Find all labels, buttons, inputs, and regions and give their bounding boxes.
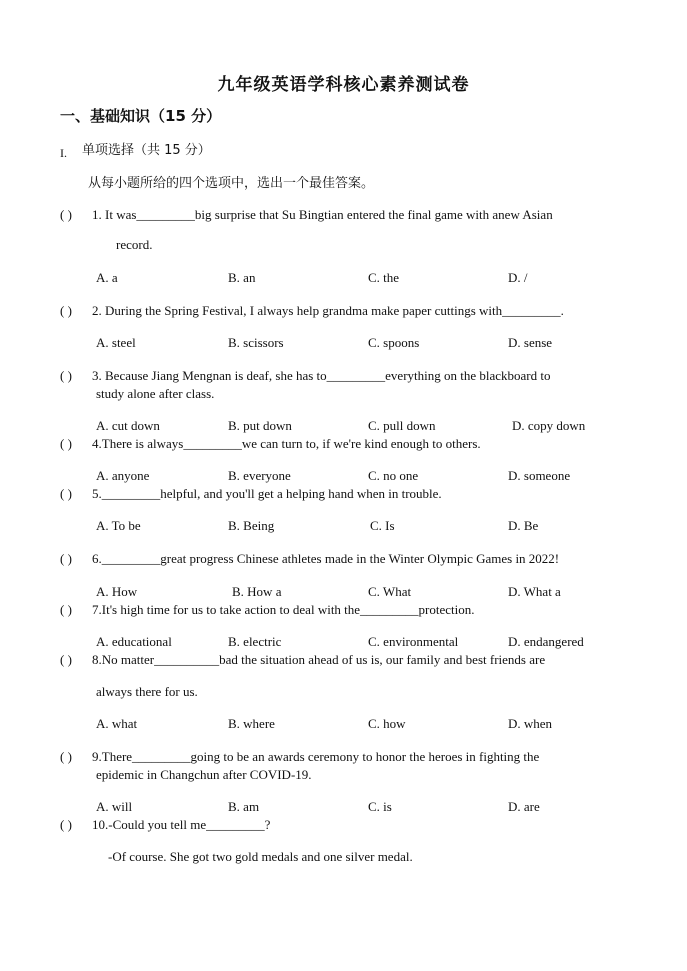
- answer-blank: ( ): [60, 436, 72, 451]
- answer-blank: ( ): [60, 602, 72, 617]
- option-a: A. will: [96, 799, 133, 814]
- option-c: C. how: [368, 716, 406, 731]
- option-c: C. pull down: [368, 418, 436, 433]
- option-a: A. anyone: [96, 468, 150, 483]
- option-a: A. How: [96, 584, 138, 599]
- option-c: C. spoons: [368, 335, 420, 350]
- option-b: B. an: [228, 270, 256, 285]
- question-text: 2. During the Spring Festival, I always help grandma make paper cuttings with_________.: [92, 303, 564, 318]
- option-b: B. am: [228, 799, 260, 814]
- question-continuation: always there for us.: [96, 684, 198, 699]
- option-b: B. where: [228, 716, 275, 731]
- page-title: 九年级英语学科核心素养测试卷: [217, 75, 470, 95]
- part-number: I.: [60, 146, 67, 160]
- answer-blank: ( ): [60, 368, 72, 383]
- question-continuation: record.: [116, 237, 153, 252]
- question-continuation: epidemic in Changchun after COVID-19.: [96, 767, 312, 782]
- answer-blank: ( ): [60, 551, 72, 566]
- answer-blank: ( ): [60, 652, 72, 667]
- option-a: A. educational: [96, 634, 172, 649]
- question-continuation: -Of course. She got two gold medals and one silver medal.: [108, 849, 413, 864]
- option-b: B. How a: [232, 584, 282, 599]
- option-a: A. steel: [96, 335, 136, 350]
- option-d: D. endangered: [508, 634, 584, 649]
- option-c: C. the: [368, 270, 400, 285]
- answer-blank: ( ): [60, 749, 72, 764]
- section-heading: 一、基础知识（15 分）: [60, 107, 222, 125]
- option-a: A. cut down: [96, 418, 160, 433]
- option-b: B. electric: [228, 634, 282, 649]
- option-d: D. sense: [508, 335, 553, 350]
- option-b: B. scissors: [228, 335, 284, 350]
- question-text: 10.-Could you tell me_________?: [92, 817, 271, 832]
- option-d: D. What a: [508, 584, 561, 599]
- option-d: D. when: [508, 716, 553, 731]
- question-text: 4.There is always_________we can turn to, if we're kind enough to others.: [92, 436, 481, 451]
- option-c: C. environmental: [368, 634, 459, 649]
- answer-blank: ( ): [60, 207, 72, 222]
- question-text: 9.There_________going to be an awards ceremony to honor the heroes in fighting the: [92, 749, 540, 764]
- question-text: 5._________helpful, and you'll get a helping hand when in trouble.: [92, 486, 442, 501]
- question-text: 8.No matter__________bad the situation ahead of us is, our family and best friends are: [92, 652, 546, 667]
- question-text: 7.It's high time for us to take action to deal with the_________protection.: [92, 602, 475, 617]
- instruction: 从每小题所给的四个选项中，选出一个最佳答案。: [88, 176, 375, 191]
- option-c: C. What: [368, 584, 412, 599]
- option-d: D. are: [508, 799, 540, 814]
- option-a: A. a: [96, 270, 118, 285]
- option-d: D. Be: [508, 518, 539, 533]
- option-b: B. Being: [228, 518, 275, 533]
- option-d: D. /: [508, 270, 528, 285]
- option-a: A. what: [96, 716, 138, 731]
- option-b: B. put down: [228, 418, 292, 433]
- option-c: C. is: [368, 799, 392, 814]
- answer-blank: ( ): [60, 486, 72, 501]
- option-a: A. To be: [96, 518, 141, 533]
- option-c: C. no one: [368, 468, 419, 483]
- option-d: D. someone: [508, 468, 571, 483]
- question-continuation: study alone after class.: [96, 386, 215, 401]
- question-text: 1. It was_________big surprise that Su Bingtian entered the final game with anew Asian: [92, 207, 553, 222]
- answer-blank: ( ): [60, 303, 72, 318]
- answer-blank: ( ): [60, 817, 72, 832]
- option-b: B. everyone: [228, 468, 291, 483]
- question-text: 3. Because Jiang Mengnan is deaf, she has to_________everything on the blackboard to: [92, 368, 551, 383]
- part-heading: 单项选择（共 15 分）: [82, 143, 211, 158]
- option-c: C. Is: [370, 518, 395, 533]
- question-text: 6._________great progress Chinese athletes made in the Winter Olympic Games in 2022!: [92, 551, 560, 566]
- option-d: D. copy down: [512, 418, 586, 433]
